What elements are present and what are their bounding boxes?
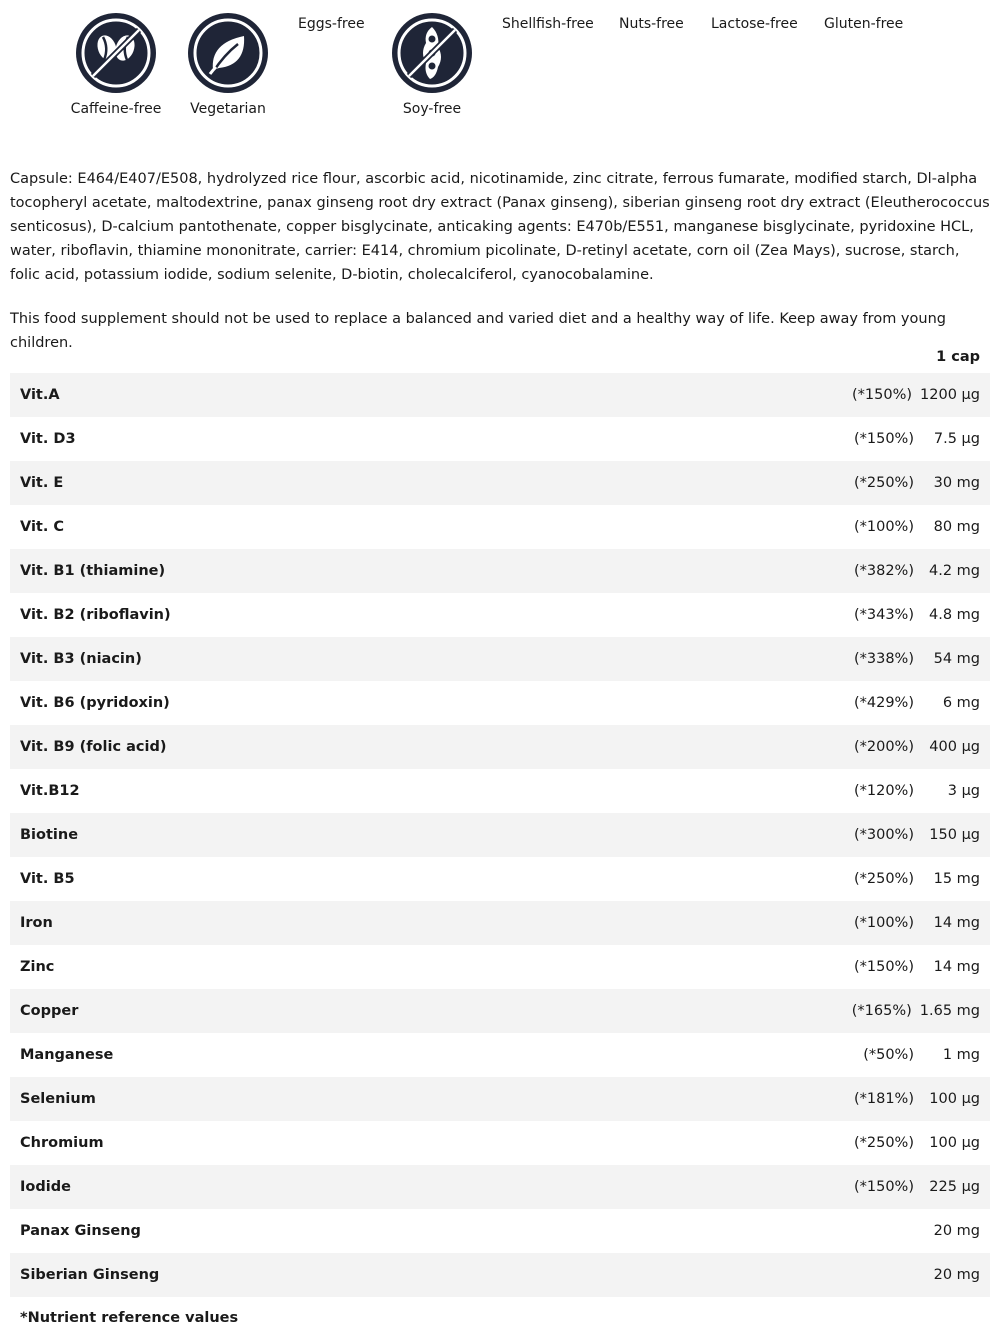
lactose-free-label: Lactose-free — [711, 16, 798, 32]
nutrient-reference-percent: (*250%) — [853, 1135, 914, 1151]
table-row — [10, 593, 990, 637]
footnote: *Nutrient reference values — [20, 1310, 239, 1326]
nutrient-amount: 1 mg — [942, 1047, 980, 1063]
nutrient-amount: 225 µg — [929, 1179, 980, 1195]
nutrient-amount: 20 mg — [933, 1223, 980, 1239]
nutrient-amount: 3 µg — [947, 783, 980, 799]
nutrient-amount: 1200 µg — [920, 387, 980, 403]
nutrient-name: Vit. B9 (folic acid) — [20, 739, 167, 755]
table-row — [10, 989, 990, 1033]
nutrition-table — [10, 341, 990, 1297]
nutrient-amount: 6 mg — [942, 695, 980, 711]
nutrient-reference-percent: (*100%) — [853, 915, 914, 931]
ingredients-text: Capsule: E464/E407/E508, hydrolyzed rice flour, ascorbic acid, nicotinamide, zinc citrate, ferrous fumarate, modified starch, Dl-alpha tocopheryl acetate, maltodextrine, panax ginseng root dry extract (Panax ginseng), siberian ginseng root dry extract (Eleutherococcus senticosus), D-calcium pantothenate, copper bisglycinate, anticaking agents: E470b/E551, manganese bisglycinate, pyridoxine HCL, water, riboflavin, thiamine mononitrate, carrier: E414, chromium picolinate, D-retinyl acetate, corn oil (Zea Mays), sucrose, starch, folic acid, potassium iodide, sodium selenite, D-biotin, cholecalciferol, cyanocobalamine. — [10, 171, 990, 283]
nutrient-amount: 54 mg — [933, 651, 980, 667]
nuts-free-label: Nuts-free — [619, 16, 684, 32]
nutrient-name: Copper — [20, 1003, 79, 1019]
table-row — [10, 1165, 990, 1209]
nutrient-reference-percent: (*165%) — [851, 1003, 912, 1019]
eggs-free-label: Eggs-free — [298, 16, 365, 32]
table-body — [10, 373, 990, 1297]
table-row — [10, 461, 990, 505]
caffeine-free-label: Caffeine-free — [70, 101, 162, 117]
table-row — [10, 901, 990, 945]
nutrient-amount: 4.2 mg — [929, 563, 980, 579]
nutrient-name: Zinc — [20, 959, 55, 975]
nutrient-name: Vit. C — [20, 519, 65, 535]
nutrient-name: Siberian Ginseng — [20, 1267, 160, 1283]
shellfish-free-label: Shellfish-free — [502, 16, 594, 32]
nutrient-reference-percent: (*150%) — [852, 387, 913, 403]
nutrient-amount: 400 µg — [929, 739, 980, 755]
nutrient-name: Vit.A — [20, 387, 60, 403]
nutrient-name: Vit. B1 (thiamine) — [20, 563, 166, 579]
nutrient-name: Manganese — [20, 1047, 114, 1063]
nutrient-reference-percent: (*429%) — [853, 695, 914, 711]
nutrient-amount: 7.5 µg — [933, 431, 980, 447]
nutrient-reference-percent: (*338%) — [853, 651, 914, 667]
table-row — [10, 725, 990, 769]
table-row — [10, 1077, 990, 1121]
nutrient-name: Vit. B6 (pyridoxin) — [20, 695, 170, 711]
nutrient-name: Iodide — [20, 1179, 71, 1195]
nutrient-amount: 20 mg — [933, 1267, 980, 1283]
nutrient-reference-percent: (*343%) — [853, 607, 914, 623]
table-row — [10, 813, 990, 857]
nutrient-reference-percent: (*181%) — [853, 1091, 914, 1107]
nutrient-amount: 100 µg — [929, 1091, 980, 1107]
nutrient-reference-percent: (*200%) — [853, 739, 914, 755]
table-row — [10, 505, 990, 549]
nutrient-amount: 30 mg — [933, 475, 980, 491]
nutrient-reference-percent: (*150%) — [853, 431, 914, 447]
nutrient-name: Chromium — [20, 1135, 104, 1151]
nutrient-reference-percent: (*382%) — [853, 563, 914, 579]
nutrient-reference-percent: (*50%) — [863, 1047, 914, 1063]
nutrient-amount: 14 mg — [933, 959, 980, 975]
table-row — [10, 1209, 990, 1253]
vegetarian-badge — [178, 13, 278, 117]
diet-badges — [0, 0, 999, 130]
nutrient-reference-percent: (*250%) — [853, 475, 914, 491]
soy-free-label: Soy-free — [402, 101, 462, 117]
table-row — [10, 857, 990, 901]
nutrient-name: Vit. B2 (riboflavin) — [20, 607, 171, 623]
table-row — [10, 681, 990, 725]
soy-free-badge — [382, 13, 482, 117]
table-row — [10, 769, 990, 813]
nutrient-reference-percent: (*150%) — [853, 959, 914, 975]
nutrient-name: Panax Ginseng — [20, 1223, 141, 1239]
leaf-icon — [188, 13, 268, 93]
nutrient-name: Vit. D3 — [20, 431, 76, 447]
table-row — [10, 1121, 990, 1165]
table-row — [10, 1253, 990, 1297]
serving-size-header: 1 cap — [936, 349, 980, 365]
soybean-crossed-icon — [392, 13, 472, 93]
table-row — [10, 549, 990, 593]
table-row — [10, 637, 990, 681]
nutrient-name: Vit. E — [20, 475, 64, 491]
warning-text: This food supplement should not be used to replace a balanced and varied diet and a healthy way of life. Keep away from young children. — [10, 311, 946, 351]
table-row — [10, 1033, 990, 1077]
nutrient-reference-percent: (*150%) — [853, 1179, 914, 1195]
nutrient-reference-percent: (*250%) — [853, 871, 914, 887]
coffee-bean-crossed-icon — [76, 13, 156, 93]
nutrient-name: Biotine — [20, 827, 79, 843]
nutrient-reference-percent: (*120%) — [853, 783, 914, 799]
nutrient-amount: 100 µg — [929, 1135, 980, 1151]
nutrient-name: Vit.B12 — [20, 783, 80, 799]
nutrient-amount: 80 mg — [933, 519, 980, 535]
gluten-free-label: Gluten-free — [824, 16, 904, 32]
nutrient-reference-percent: (*300%) — [853, 827, 914, 843]
nutrient-amount: 15 mg — [933, 871, 980, 887]
nutrient-amount: 150 µg — [929, 827, 980, 843]
table-row — [10, 945, 990, 989]
nutrient-amount: 1.65 mg — [919, 1003, 980, 1019]
table-row — [10, 417, 990, 461]
nutrient-amount: 4.8 mg — [929, 607, 980, 623]
nutrient-name: Selenium — [20, 1091, 96, 1107]
nutrient-name: Vit. B5 — [20, 871, 75, 887]
table-header — [10, 341, 990, 373]
table-row — [10, 373, 990, 417]
nutrient-reference-percent: (*100%) — [853, 519, 914, 535]
nutrient-name: Vit. B3 (niacin) — [20, 651, 142, 667]
caffeine-free-badge — [66, 13, 166, 117]
nutrient-name: Iron — [20, 915, 53, 931]
vegetarian-label: Vegetarian — [190, 101, 266, 117]
nutrient-amount: 14 mg — [933, 915, 980, 931]
